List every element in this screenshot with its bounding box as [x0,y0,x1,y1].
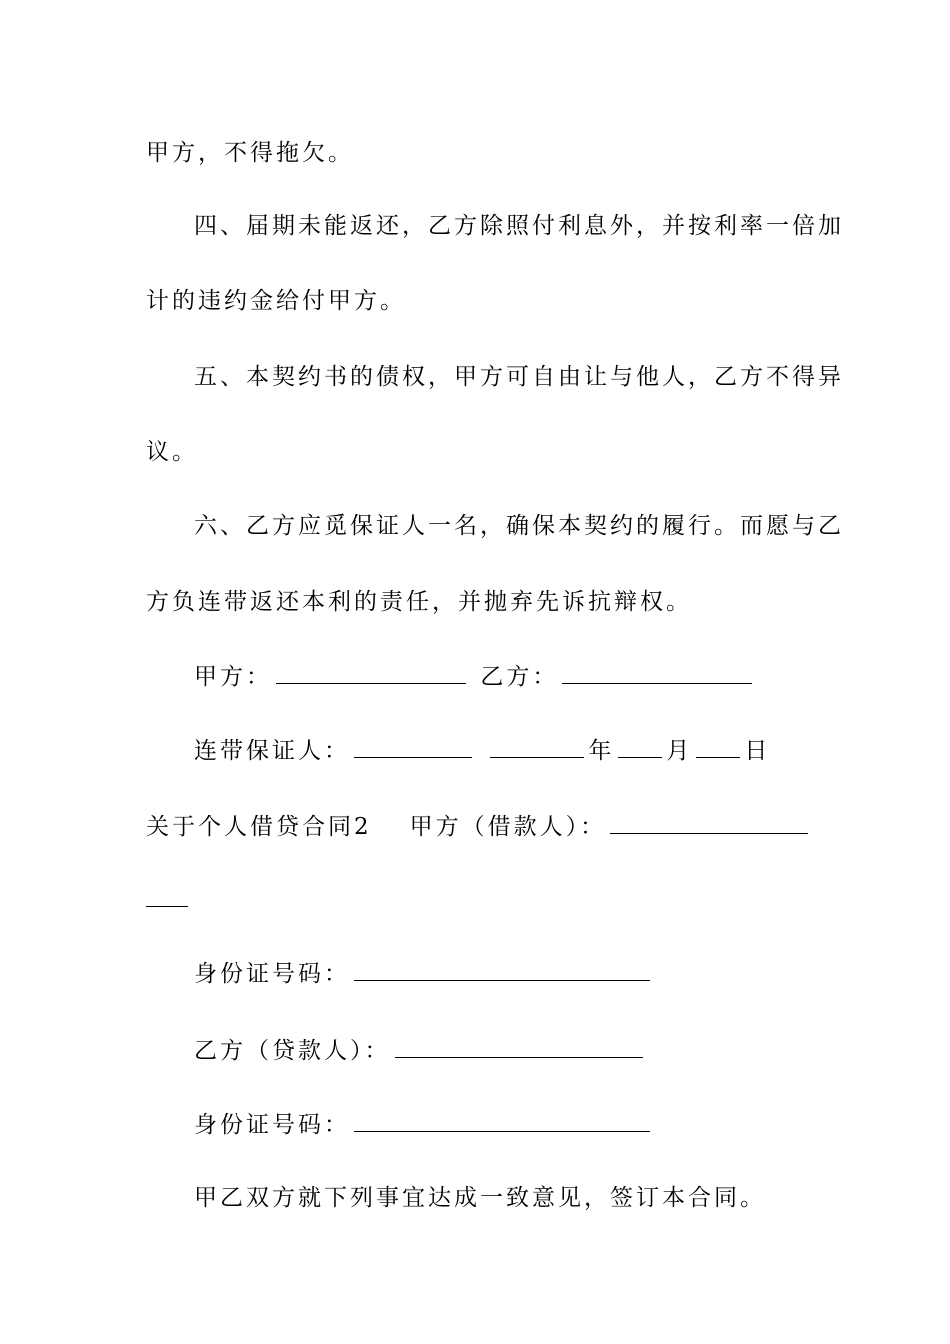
lender-blank-continued [146,906,188,907]
month-blank [618,735,662,758]
lender-blank [610,811,808,834]
signature-row-parties [194,661,756,692]
id-row-1 [194,958,654,989]
borrower-label: 乙方（贷款人）： [194,1038,391,1064]
guarantor-blank [354,735,472,758]
paragraph-line: 议。 [146,439,198,465]
paragraph-line: 方负连带返还本利的责任，并抛弃先诉抗辩权。 [146,589,692,615]
lender-label: 甲方（借款人）： [409,814,607,840]
id-label: 身份证号码： [194,961,350,987]
party-b-blank [562,661,752,684]
month-label: 月 [666,738,693,764]
clause-six: 六、乙方应觅保证人一名，确保本契约的履行。而愿与乙 [194,513,844,539]
id-row-2 [194,1109,654,1140]
clause-five: 五、本契约书的债权，甲方可自由让与他人，乙方不得异 [194,364,844,390]
borrower-blank [395,1035,643,1058]
id-blank [354,958,650,981]
day-blank [696,735,740,758]
contract2-title: 关于个人借贷合同2 [146,814,372,840]
paragraph-line: 计的违约金给付甲方。 [146,288,406,314]
id-blank [354,1109,650,1132]
party-a-label: 甲方： [194,664,272,690]
paragraph-line: 甲方，不得拖欠。 [146,140,354,166]
year-blank [490,735,584,758]
id-label: 身份证号码： [194,1112,350,1138]
party-a-blank [276,661,466,684]
contract2-title-row [146,811,812,842]
day-label: 日 [744,738,771,764]
borrower-row [194,1035,647,1066]
year-label: 年 [588,738,615,764]
guarantor-label: 连带保证人： [194,738,350,764]
signature-row-guarantor [194,735,770,766]
party-b-label: 乙方： [480,664,559,690]
agreement-line: 甲乙双方就下列事宜达成一致意见，签订本合同。 [194,1185,766,1211]
clause-four: 四、届期未能返还，乙方除照付利息外，并按利率一倍加 [194,213,844,239]
